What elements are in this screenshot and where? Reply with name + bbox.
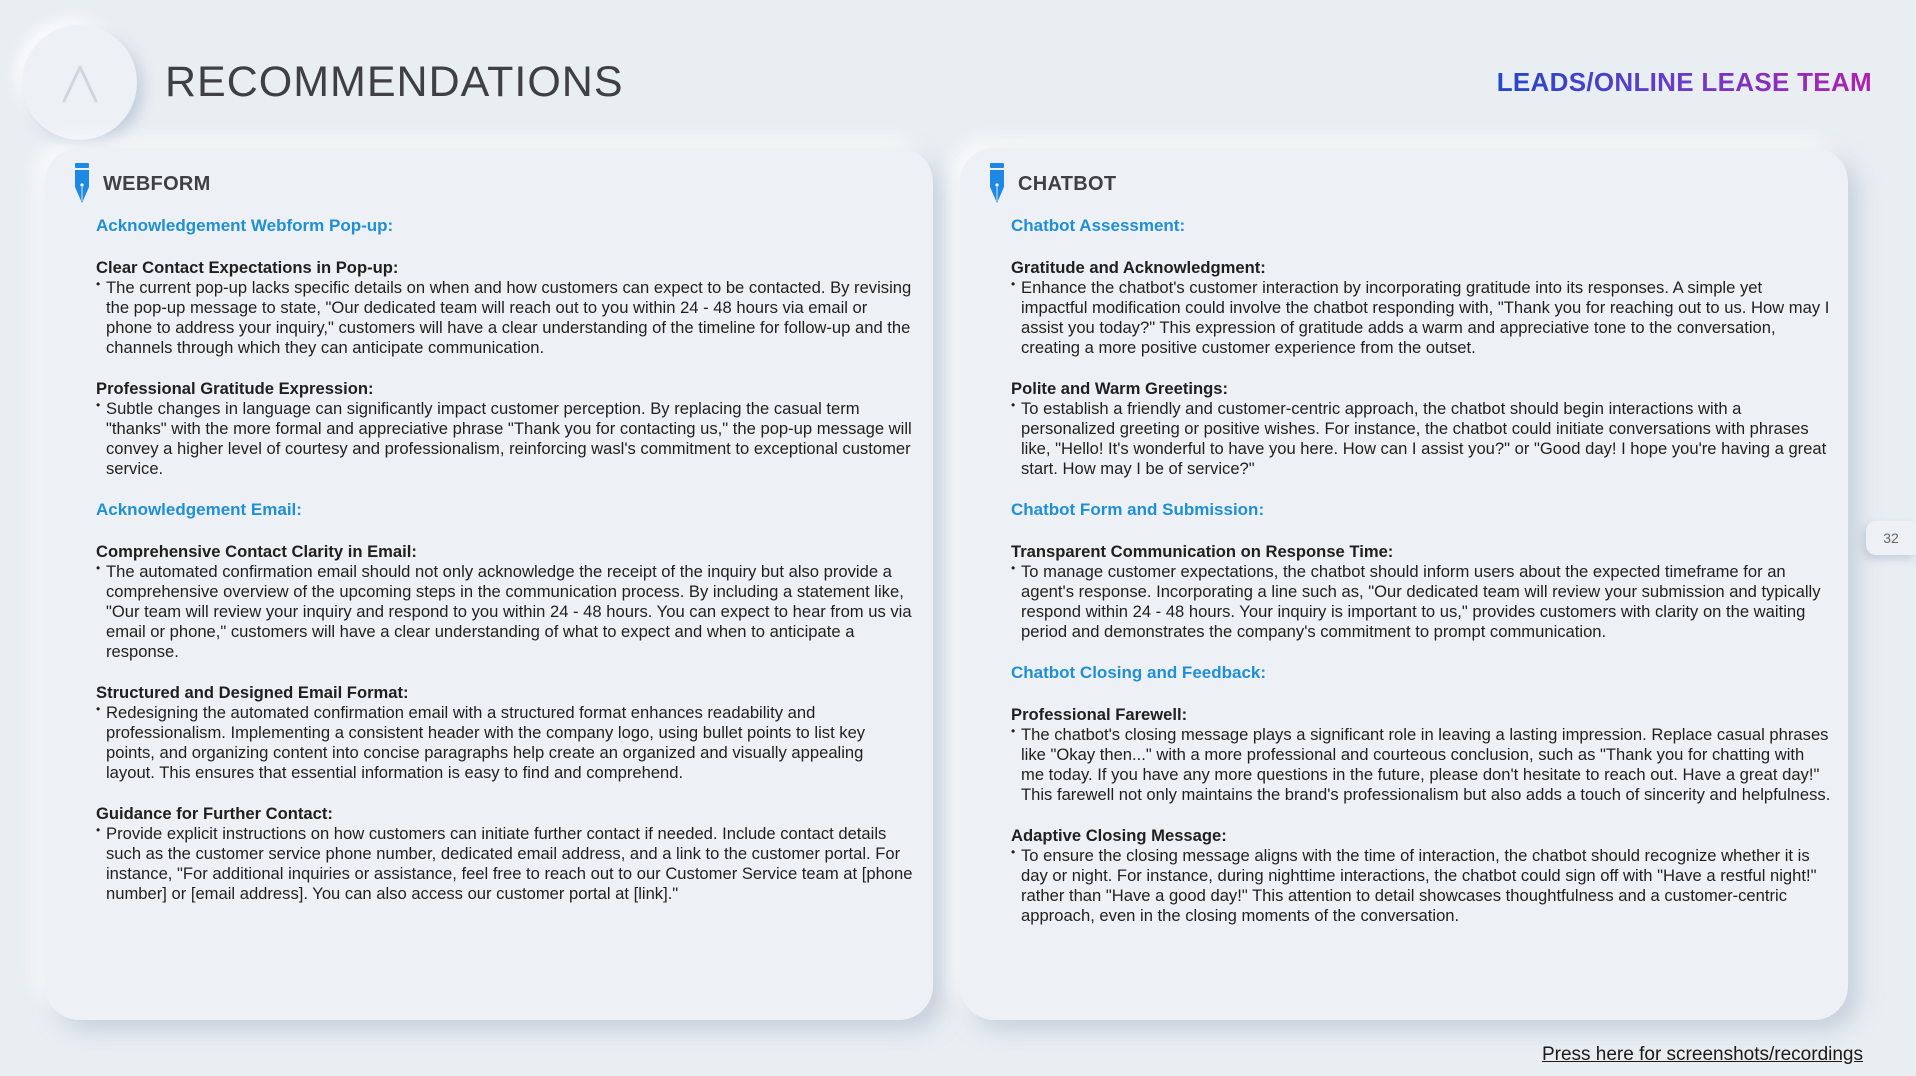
pen-nib-icon bbox=[73, 163, 91, 205]
item-body: • Enhance the chatbot's customer interaction by incorporating gratitude into its responses. A simple yet impactful modification could involve the chatbot responding with, "Thank you for reaching out to us. How may I assist you today?" This expression of gratitude adds a warm and appreciative tone to the conversation, creating a more positive customer experience from the outset. bbox=[1011, 278, 1831, 358]
item-body: • To ensure the closing message aligns with the time of interaction, the chatbot should recognize whether it is day or night. For instance, during nighttime interactions, the chatbot could sign off with "Have a restful night!" rather than "Have a good day!" This attention to detail showcases thoughtfulness and a customer-centric approach, even in the closing moments of the conversation. bbox=[1011, 846, 1831, 926]
page-number: 32 bbox=[1866, 521, 1916, 555]
chatbot-card bbox=[960, 148, 1848, 1020]
chatbot-content bbox=[1011, 216, 1831, 947]
item-title: Clear Contact Expectations in Pop-up: bbox=[96, 258, 399, 277]
item-body: • Redesigning the automated confirmation email with a structured format enhances readability and professionalism. Implementing a consistent header with the company logo, using bullet points to list key points, and organizing content into concise paragraphs help create an organized and visually appealing layout. This ensures that essential information is easy to find and comprehend. bbox=[96, 703, 916, 783]
item-title: Professional Farewell: bbox=[1011, 705, 1188, 724]
item-title: Structured and Designed Email Format: bbox=[96, 683, 409, 702]
chatbot-heading: CHATBOT bbox=[1018, 172, 1117, 195]
item-title: Professional Gratitude Expression: bbox=[96, 379, 374, 398]
item-body: • The current pop-up lacks specific details on when and how customers can expect to be contacted. By revising the pop-up message to state, "Our dedicated team will reach out to you within 24 - 48 hours via email or phone to address your inquiry," customers will have a clear understanding of the timeline for follow-up and the channels through which they can anticipate communication. bbox=[96, 278, 916, 358]
team-label: LEADS/ONLINE LEASE TEAM bbox=[1496, 67, 1872, 97]
item-body: • The chatbot's closing message plays a significant role in leaving a lasting impression. Replace casual phrases like "Okay then..." with a more professional and courteous conclusion, such as "Thank you for chatting with me today. If you have any more questions in the future, please don't hesitate to reach out. Have a great day!" This farewell not only maintains the brand's professionalism but also adds a touch of sincerity and helpfulness. bbox=[1011, 725, 1831, 805]
logo-mark-icon bbox=[56, 59, 104, 107]
item-body: • The automated confirmation email should not only acknowledge the receipt of the inquiry but also provide a comprehensive overview of the upcoming steps in the communication process. By including a statement like, "Our team will review your inquiry and respond to you within 24 - 48 hours. You can expect to hear from us via email or phone," customers will have a clear understanding of what to expect and when to anticipate a response. bbox=[96, 562, 916, 662]
webform-heading: WEBFORM bbox=[103, 172, 211, 195]
item-title: Guidance for Further Contact: bbox=[96, 804, 333, 823]
pen-nib-icon bbox=[988, 163, 1006, 205]
section-subheading: Acknowledgement Email: bbox=[96, 500, 302, 519]
webform-card bbox=[45, 148, 933, 1020]
section-subheading: Chatbot Closing and Feedback: bbox=[1011, 663, 1267, 682]
section-subheading: Chatbot Form and Submission: bbox=[1011, 500, 1265, 519]
item-title: Gratitude and Acknowledgment: bbox=[1011, 258, 1266, 277]
item-body: • To establish a friendly and customer-centric approach, the chatbot should begin interactions with a personalized greeting or positive wishes. For instance, the chatbot could initiate conversations with phrases like, "Hello! It's wonderful to have you here. How can I assist you?" or "Good day! I hope you're having a great start. How may I be of service?" bbox=[1011, 399, 1831, 479]
item-title: Polite and Warm Greetings: bbox=[1011, 379, 1228, 398]
chatbot-header bbox=[988, 163, 1116, 205]
webform-header bbox=[73, 163, 211, 205]
item-body: • Provide explicit instructions on how customers can initiate further contact if needed. Include contact details such as the customer service phone number, dedicated email address, and a link to the customer portal. For instance, "For additional inquiries or assistance, feel free to reach out to our Customer Service team at [phone number] or [email address]. You can also access our customer portal at [link]." bbox=[96, 824, 916, 904]
section-subheading: Chatbot Assessment: bbox=[1011, 216, 1186, 235]
section-subheading: Acknowledgement Webform Pop-up: bbox=[96, 216, 394, 235]
item-body: • To manage customer expectations, the chatbot should inform users about the expected timeframe for an agent's response. Incorporating a line such as, "Our dedicated team will review your submission and typically respond within 24 - 48 hours. Your inquiry is important to us," provides customers with clarity on the waiting period and demonstrates the company's commitment to prompt communication. bbox=[1011, 562, 1831, 642]
company-logo bbox=[22, 25, 137, 140]
webform-content bbox=[96, 216, 916, 925]
item-title: Transparent Communication on Response Time: bbox=[1011, 542, 1394, 561]
item-title: Comprehensive Contact Clarity in Email: bbox=[96, 542, 417, 561]
item-title: Adaptive Closing Message: bbox=[1011, 826, 1227, 845]
page-title: RECOMMENDATIONS bbox=[165, 58, 624, 106]
item-body: • Subtle changes in language can significantly impact customer perception. By replacing the casual term "thanks" with the more formal and appreciative phrase "Thank you for contacting us," the pop-up message will convey a higher level of courtesy and professionalism, reinforcing wasl's commitment to exceptional customer service. bbox=[96, 399, 916, 479]
screenshots-link[interactable]: Press here for screenshots/recordings bbox=[1541, 1044, 1863, 1065]
